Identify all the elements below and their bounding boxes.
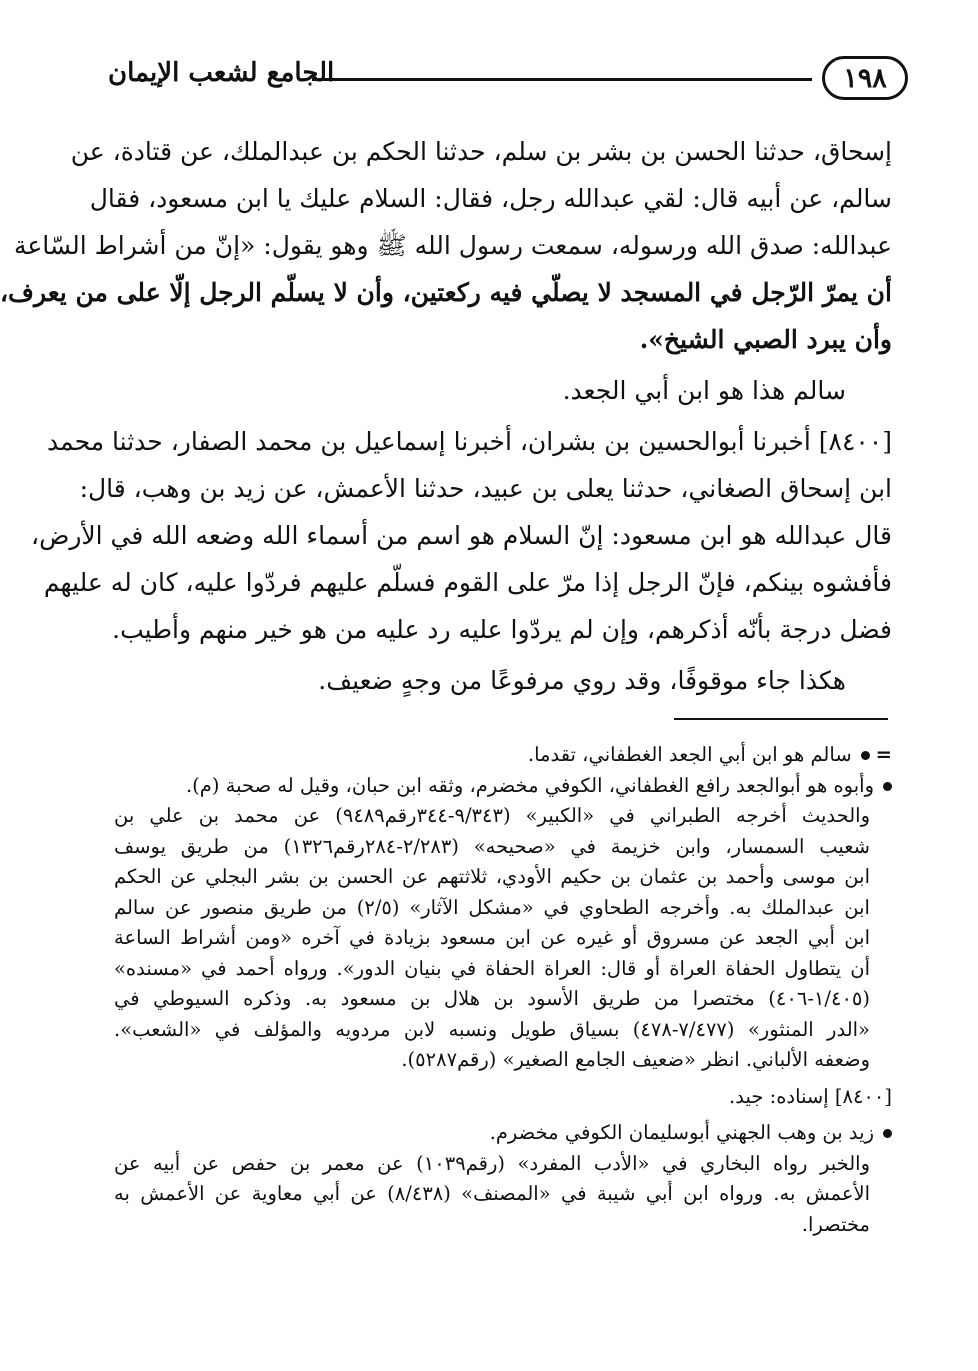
text-line: فأفشوه بينكم، فإنّ الرجل إذا مرّ على القوم فسلّم عليهم فردّوا عليه، كان له عليهم	[43, 568, 892, 597]
footnote-line: وضعفه الألباني. انظر «ضعيف الجامع الصغير» (رقم٥٢٨٧).	[401, 1048, 870, 1071]
bullet-dot-icon	[861, 751, 870, 760]
footnote-rule	[674, 718, 888, 720]
footnotes	[114, 740, 892, 1240]
footnote-text: زيد بن وهب الجهني أبوسليمان الكوفي مخضرم.	[489, 1121, 874, 1144]
footnote-line	[114, 771, 892, 802]
page-header	[108, 52, 908, 108]
header-rule	[312, 78, 812, 81]
footnote-text: سالم هو ابن أبي الجعد الغطفاني، تقدما.	[527, 743, 852, 766]
footnote-line: مختصرا.	[801, 1212, 870, 1236]
bullet-dot-icon	[883, 1129, 892, 1138]
footnote-line: ابن أبي الجعد عن مسروق أو غيره عن ابن مسعود بزيادة في آخره «ومن أشراط الساعة	[114, 926, 870, 949]
footnote-line: أن يتطاول الحفاة العراة أو قال: العراة الحفاة في بنيان الدور». ورواه أحمد في «مسنده»	[114, 956, 870, 980]
text-line: إسحاق، حدثنا الحسن بن بشر بن سلم، حدثنا الحكم بن عبدالملك، عن قتادة، عن	[70, 137, 892, 166]
page-number-badge	[822, 56, 908, 100]
text-line: سالم هذا هو ابن أبي الجعد.	[562, 376, 846, 405]
running-title: الجامع لشعب الإيمان	[108, 58, 335, 88]
text-line: ابن إسحاق الصغاني، حدثنا يعلى بن عبيد، حدثنا الأعمش، عن زيد بن وهب، قال:	[79, 474, 892, 503]
footnote-text: وأبوه هو أبوالجعد رافع الغطفاني، الكوفي مخضرم، وثقه ابن حبان، وقيل له صحبة (م).	[185, 773, 874, 797]
footnote-line: والخبر رواه البخاري في «الأدب المفرد» (رقم١٠٣٩) عن معمر بن حفص عن أبيه عن	[114, 1151, 870, 1175]
main-text	[0, 128, 892, 704]
continuation-mark: =	[875, 743, 892, 766]
footnote-line: الأعمش به. ورواه ابن أبي شيبة في «المصنف» (٨/٤٣٨) عن أبي معاوية عن الأعمش به	[114, 1182, 870, 1205]
text-line: عبدالله: صدق الله ورسوله، سمعت رسول الله ﷺ وهو يقول: «إنّ من أشراط السّاعة	[13, 231, 892, 260]
footnote-line: ابن عبدالملك به. وأخرجه الطحاوي في «مشكل الآثار» (٢/٥) من طريق منصور عن سالم	[114, 895, 870, 919]
text-line: سالم، عن أبيه قال: لقي عبدالله رجل، فقال: السلام عليك يا ابن مسعود، فقال	[89, 184, 892, 213]
footnote-line: (١/٤٠٥-٤٠٦) مختصرا من طريق الأسود بن هلال بن مسعود به. وذكره السيوطي في	[114, 987, 870, 1010]
footnote-line: شعيب السمسار، وابن خزيمة في «صحيحه» (٢/٢٨٣-٢٨٤رقم١٣٢٦) من طريق يوسف	[114, 834, 870, 858]
text-line: هكذا جاء موقوفًا، وقد روي مرفوعًا من وجهٍ ضعيف.	[318, 666, 846, 695]
footnote-line	[114, 740, 892, 771]
text-line: فضل درجة بأنّه أذكرهم، وإن لم يردّوا عليه رد عليه من هو خير منهم وأطيب.	[112, 615, 892, 644]
text-line: قال عبدالله هو ابن مسعود: إنّ السلام هو اسم من أسماء الله وضعه الله في الأرض،	[31, 521, 892, 550]
footnote-line: والحديث أخرجه الطبراني في «الكبير» (٩/٣٤٣-٣٤٤رقم٩٤٨٩) عن محمد بن علي بن	[114, 804, 870, 827]
footnote-line: ابن موسى وأحمد بن عثمان بن حكيم الأودي، ثلاثتهم عن الحسن بن بشر البجلي عن الحكم	[114, 865, 870, 888]
page-number: ١٩٨	[843, 62, 887, 94]
text-line: [٨٤٠٠] أخبرنا أبوالحسين بن بشران، أخبرنا إسماعيل بن محمد الصفار، حدثنا محمد	[47, 427, 892, 456]
text-line-hadith: وأن يبرد الصبي الشيخ».	[639, 325, 892, 354]
text-line-hadith: أن يمرّ الرّجل في المسجد لا يصلّي فيه ركعتين، وأن لا يسلّم الرجل إلّا على من يعرف،	[0, 278, 892, 307]
footnote-line: [٨٤٠٠] إسناده: جيد.	[729, 1084, 892, 1108]
bullet-dot-icon	[883, 782, 892, 791]
footnote-line: «الدر المنثور» (٧/٤٧٧-٤٧٨) بسياق طويل ونسبه لابن مردويه والمؤلف في «الشعب».	[114, 1017, 870, 1041]
footnote-line	[114, 1118, 892, 1149]
